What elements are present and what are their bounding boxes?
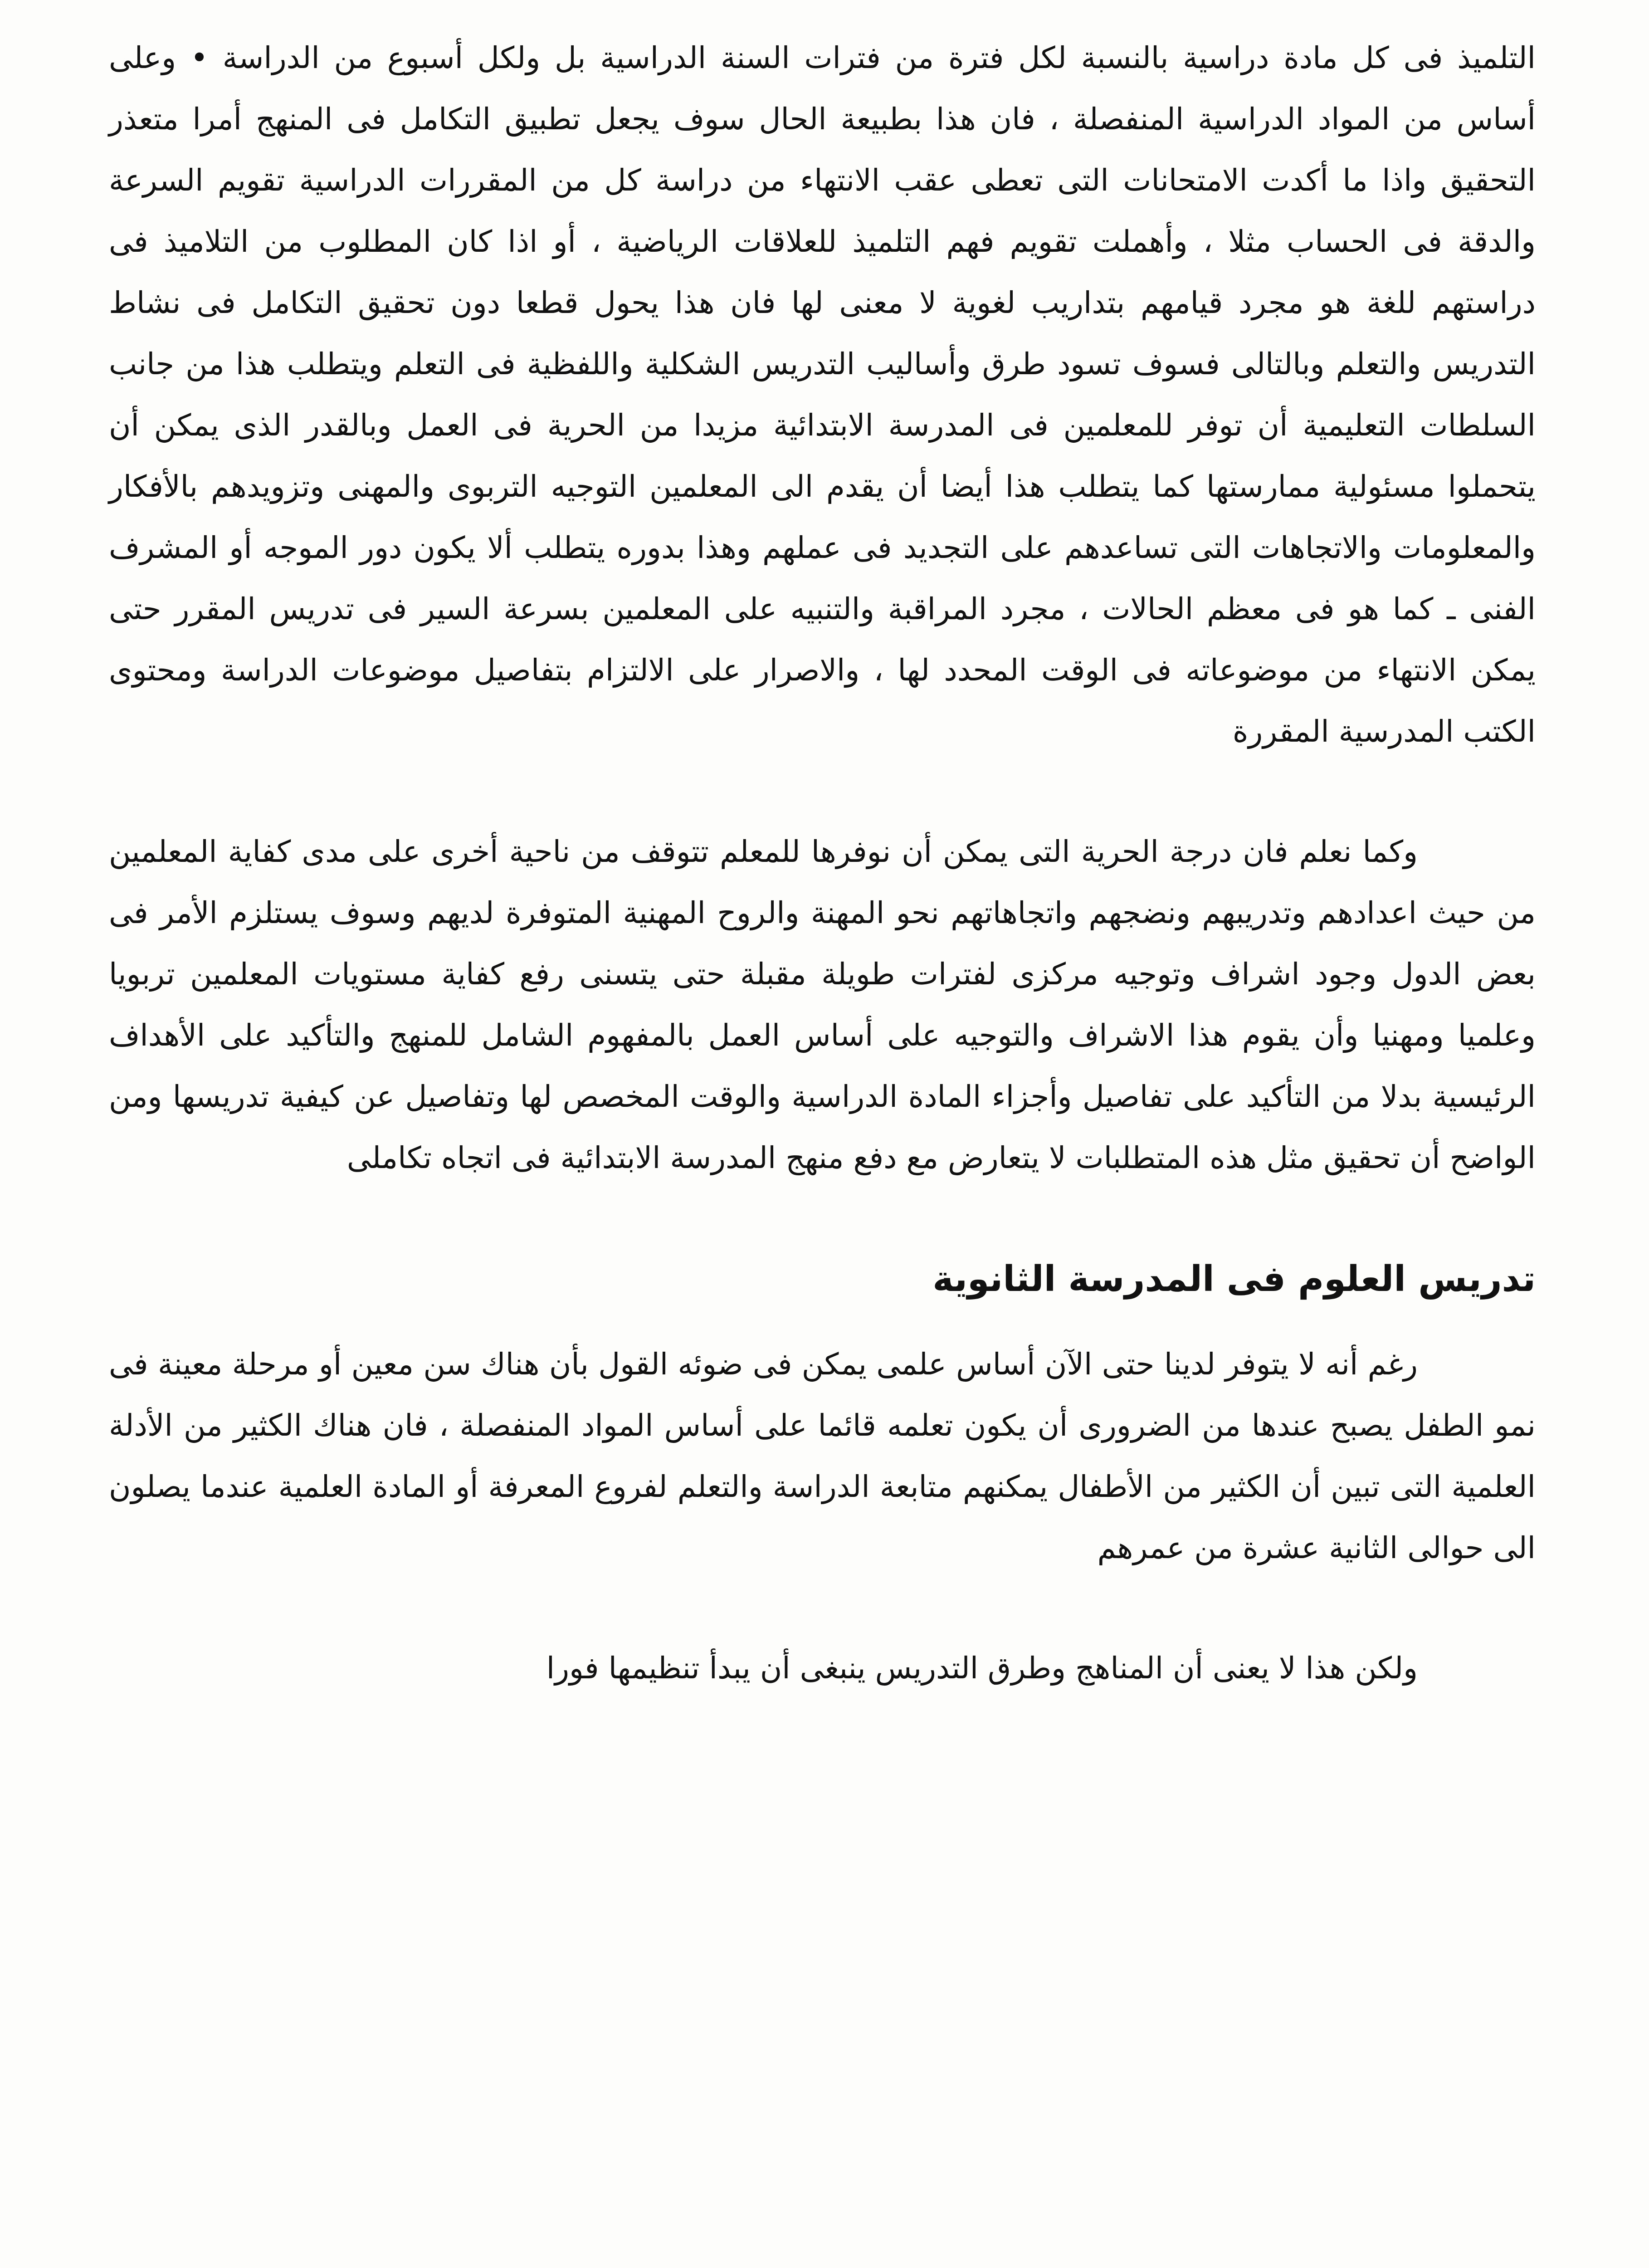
page-body — [109, 27, 1536, 1699]
paragraph-continuation: ولكن هذا لا يعنى أن المناهج وطرق التدريس ينبغى أن يبدأ تنظيمها فورا — [546, 1651, 1418, 1686]
paragraph-separate-subjects: رغم أنه لا يتوفر لدينا حتى الآن أساس علمى يمكن فى ضوئه القول بأن هناك سن معين أو مرحلة معينة فى نمو الطفل يصبح عندها من الضرورى أن يكون تعلمه قائما على أساس المواد المنفصلة ، فان هناك الكثير من الأدلة العلمية التى تبين أن الكثير من الأطفال يمكنهم متابعة الدراسة والتعلم لفروع المعرفة أو المادة العلمية عندما يصلون الى حوالى الثانية عشرة من عمرهم — [109, 1347, 1536, 1565]
paragraph-teacher-freedom: وكما نعلم فان درجة الحرية التى يمكن أن نوفرها للمعلم تتوقف من ناحية أخرى على مدى كفاية المعلمين من حيث اعدادهم وتدريبهم ونضجهم واتجاهاتهم نحو المهنة والروح المهنية المتوفرة لديهم وسوف يستلزم الأمر فى بعض الدول وجود اشراف وتوجيه مركزى لفترات طويلة مقبلة حتى يتسنى رفع كفاية مستويات المعلمين تربويا وعلميا ومهنيا وأن يقوم هذا الاشراف والتوجيه على أساس العمل بالمفهوم الشامل للمنهج والتأكيد على الأهداف الرئيسية بدلا من التأكيد على تفاصيل وأجزاء المادة الدراسية والوقت المخصص لها وتفاصيل عن كيفية تدريسها ومن الواضح أن تحقيق مثل هذه المتطلبات لا يتعارض مع دفع منهج المدرسة الابتدائية فى اتجاه تكاملى — [109, 834, 1536, 1175]
section-heading: تدريس العلوم فى المدرسة الثانوية — [932, 1259, 1536, 1300]
paragraph-curriculum-assessment: التلميذ فى كل مادة دراسية بالنسبة لكل فترة من فترات السنة الدراسية بل ولكل أسبوع من الدراسة • وعلى أساس من المواد الدراسية المنفصلة ، فان هذا بطبيعة الحال سوف يجعل تطبيق التكامل فى المنهج أمرا متعذر التحقيق واذا ما أكدت الامتحانات التى تعطى عقب الانتهاء من دراسة كل من المقررات الدراسية تقويم السرعة والدقة فى الحساب مثلا ، وأهملت تقويم فهم التلميذ للعلاقات الرياضية ، أو اذا كان المطلوب من التلاميذ فى دراستهم للغة هو مجرد قيامهم بتداريب لغوية لا معنى لها فان هذا يحول قطعا دون تحقيق التكامل فى نشاط التدريس والتعلم وبالتالى فسوف تسود طرق وأساليب التدريس الشكلية واللفظية فى التعلم ويتطلب هذا من جانب السلطات التعليمية أن توفر للمعلمين فى المدرسة الابتدائية مزيدا من الحرية فى العمل وبالقدر الذى يمكن أن يتحملوا مسئولية ممارستها كما يتطلب هذا أيضا أن يقدم الى المعلمين التوجيه التربوى والمهنى وتزويدهم بالأفكار والمعلومات والاتجاهات التى تساعدهم على التجديد فى عملهم وهذا بدوره يتطلب ألا يكون دور الموجه أو المشرف الفنى ـ كما هو فى معظم الحالات ، مجرد المراقبة والتنبيه على المعلمين بسرعة السير فى تدريس المقرر حتى يمكن الانتهاء من موضوعاته فى الوقت المحدد لها ، والاصرار على الالتزام بتفاصيل موضوعات الدراسة ومحتوى الكتب المدرسية المقررة — [109, 40, 1536, 749]
